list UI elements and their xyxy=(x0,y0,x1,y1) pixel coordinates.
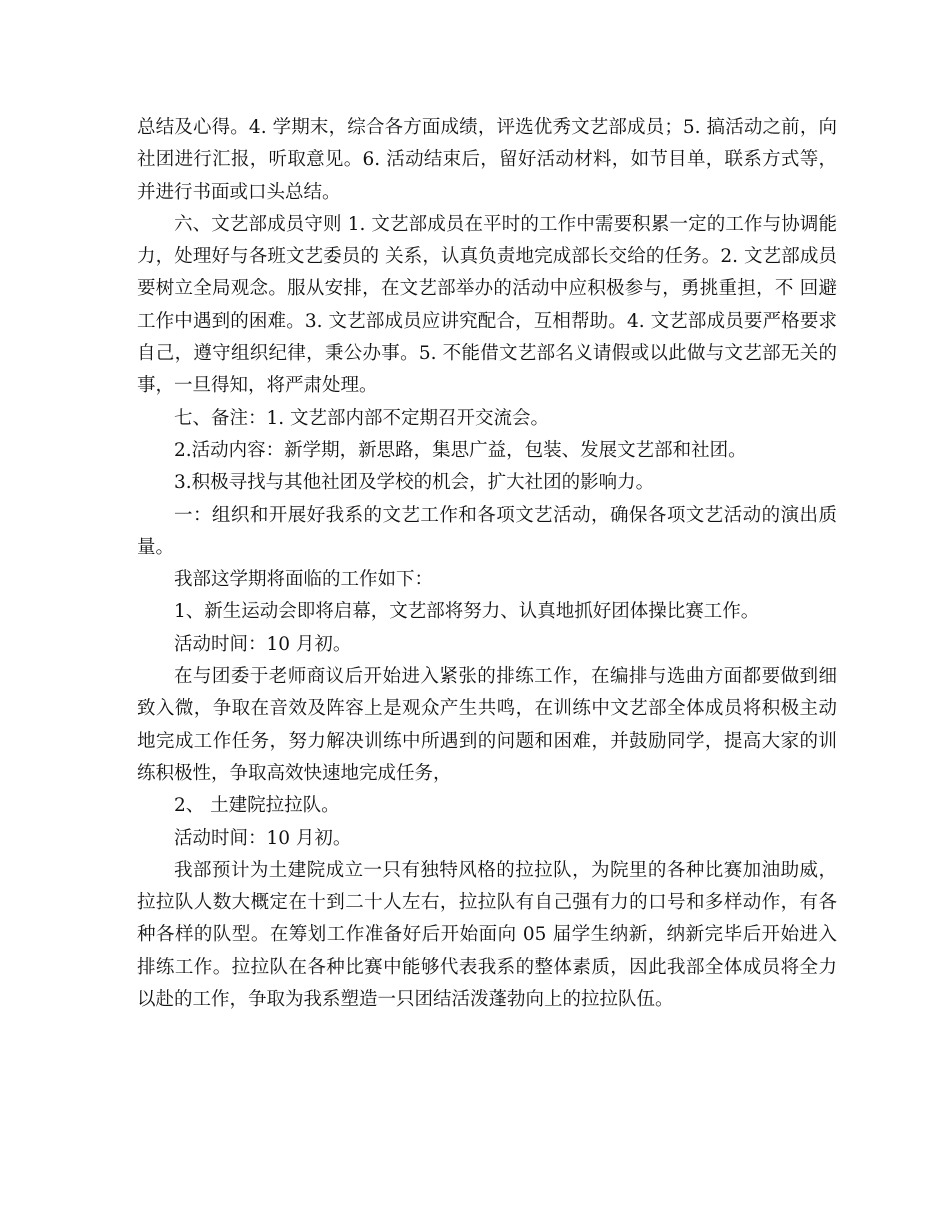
paragraph-cheer-team-plan: 我部预计为土建院成立一只有独特风格的拉拉队，为院里的各种比赛加油助威，拉拉队人数大概定在十到二十人左右，拉拉队有自己强有力的口号和多样动作，有各种各样的队型。在筹划工作准备好后开始面向 05 届学生纳新，纳新完毕后开始进入排练工作。拉拉队在各种比赛中能够代表我系的整体素质，因此我部全体成员将全力以赴的工作，争取为我系塑造一只团结活泼蓬勃向上的拉拉队伍。 xyxy=(137,859,837,1011)
paragraph-rehearsal: 在与团委于老师商议后开始进入紧张的排练工作，在编排与选曲方面都要做到细致入微，争取在音效及阵容上是观众产生共鸣，在训练中文艺部全体成员将积极主动地完成工作任务，努力解决训练中所遇到的问题和困难，并鼓励同学，提高大家的训练积极性，争取高效快速地完成任务， xyxy=(137,666,837,784)
paragraph-activity-content: 2.活动内容：新学期，新思路，集思广益，包装、发展文艺部和社团。 xyxy=(174,439,747,461)
paragraph-member-rules: 六、文艺部成员守则 1. 文艺部成员在平时的工作中需要积累一定的工作与协调能力，处理好与各班文艺委员的 关系，认真负责地完成部长交给的任务。2. 文艺部成员要树立全局观念。服从安排，在文艺部举办的活动中应积极参与，勇挑重担，不 回避工作中遇到的困难。3. 文艺部成员应讲究配合，互相帮助。4. 文艺部成员要严格要求自己，遵守组织纪律，秉公办事。5. 不能借文艺部名义请假或以此做与文艺部无关的事，一旦得知，将严肃处理。 xyxy=(137,213,837,397)
paragraph-activity-time-2: 活动时间：10 月初。 xyxy=(174,827,352,849)
paragraph-cheer-team-heading: 2、 土建院拉拉队。 xyxy=(174,795,340,817)
paragraph-summary-continuation: 总结及心得。4. 学期末，综合各方面成绩，评选优秀文艺部成员；5. 搞活动之前，向社团进行汇报，听取意见。6. 活动结束后，留好活动材料，如节目单，联系方式等，并进行书面或口头总结。 xyxy=(137,117,837,203)
paragraph-sports-meet: 1、新生运动会即将启幕，文艺部将努力、认真地抓好团体操比赛工作。 xyxy=(174,601,760,623)
paragraph-opportunities: 3.积极寻找与其他社团及学校的机会，扩大社团的影响力。 xyxy=(174,472,655,494)
paragraph-goal-one: 一：组织和开展好我系的文艺工作和各项文艺活动，确保各项文艺活动的演出质量。 xyxy=(137,504,837,558)
document-body xyxy=(137,112,837,1016)
paragraph-remarks: 七、备注：1. 文艺部内部不定期召开交流会。 xyxy=(174,407,550,429)
paragraph-work-intro: 我部这学期将面临的工作如下： xyxy=(174,569,434,591)
paragraph-activity-time-1: 活动时间：10 月初。 xyxy=(174,633,352,655)
